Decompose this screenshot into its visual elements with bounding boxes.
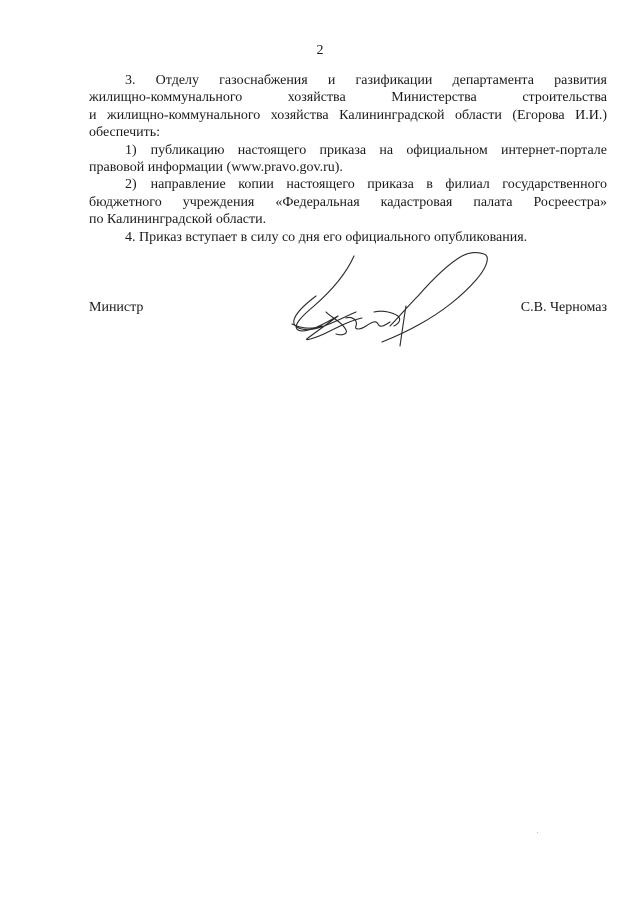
- handwritten-signature: [286, 246, 496, 350]
- paragraph-3: [89, 72, 607, 142]
- paragraph-3-line-4: обеспечить:: [89, 125, 160, 141]
- list-item-2-line-2: бюджетного учреждения «Федеральная кадастровая палата Росреестра»: [89, 194, 607, 210]
- list-item-1-first-line: [89, 142, 607, 159]
- list-item-2: [89, 176, 607, 228]
- list-item-2-number: 2): [125, 177, 137, 193]
- signature-block: [89, 300, 607, 320]
- signer-name: С.В. Черномаз: [520, 300, 607, 315]
- list-item-1-line-2: правовой информации (www.pravo.gov.ru).: [89, 160, 343, 176]
- list-item-1-number: 1): [125, 142, 137, 158]
- document-body: [89, 72, 607, 246]
- scan-speck: [537, 832, 538, 833]
- page-number: 2: [316, 43, 324, 58]
- paragraph-3-line-3: и жилищно-коммунального хозяйства Калининградской области (Егорова И.И.): [89, 107, 607, 123]
- paragraph-3-line-1: 3. Отделу газоснабжения и газификации департамента развития: [125, 73, 607, 88]
- list-item-2-line-3: по Калининградской области.: [89, 212, 267, 228]
- paragraph-3-line-2: жилищно-коммунального хозяйства Министерства строительства: [89, 90, 607, 106]
- list-item-1: [89, 142, 607, 177]
- signer-title: Министр: [89, 300, 144, 315]
- list-item-1-line-1: публикацию настоящего приказа на официальном интернет-портале: [150, 142, 607, 158]
- list-item-2-line-1: направление копии настоящего приказа в филиал государственного: [150, 177, 607, 193]
- list-item-2-first-line: [89, 176, 607, 193]
- paragraph-4: 4. Приказ вступает в силу со дня его официального опубликования.: [125, 229, 528, 245]
